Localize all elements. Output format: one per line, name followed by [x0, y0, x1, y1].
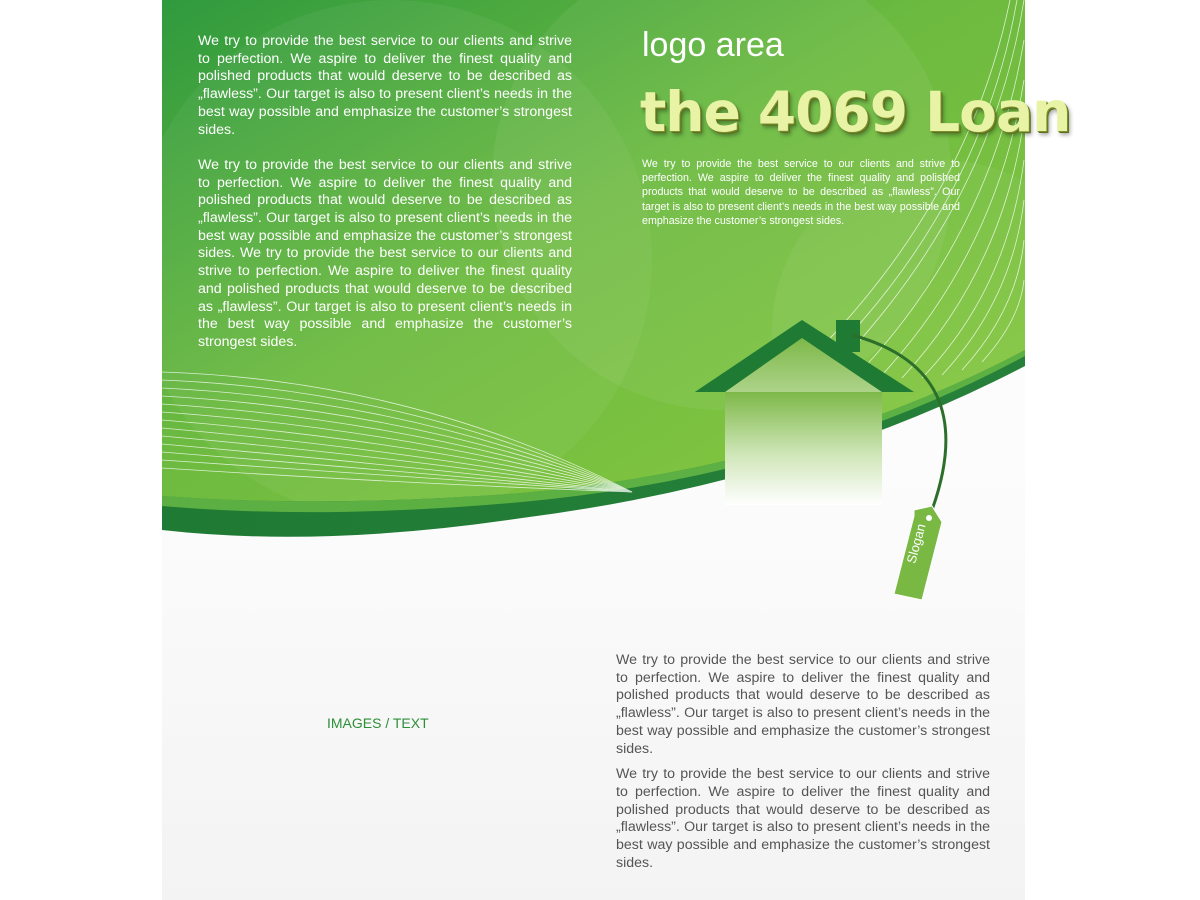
intro-text: We try to provide the best service to our clients and strive to perfection. We aspire to deliver the finest quality and polished products that would deserve to be described as „flawless”. Our target is also to present client’s needs in the best way possible and emphasize the customer’s strongest sides.: [642, 158, 960, 227]
logo-area: logo area: [642, 26, 784, 64]
top-left-paragraph-2: We try to provide the best service to our clients and strive to perfection. We aspire to deliver the finest quality and polished products that would deserve to be described as „flawless”. Our target is also to present client’s needs in the best way possible and emphasize the customer’s strongest sides. We try to provide the best service to our clients and strive to perfection. We aspire to deliver the finest quality and polished products that would deserve to be described as „flawless”. Our target is also to present client’s needs in the best way possible and emphasize the customer’s strongest sides.: [198, 156, 572, 350]
slogan-tag-label: Slogan: [903, 522, 929, 566]
bottom-right-paragraph-1: We try to provide the best service to our clients and strive to perfection. We aspire to deliver the finest quality and polished products that would deserve to be described as „flawless”. Our target is also to present client’s needs in the best way possible and emphasize the customer’s strongest sides.: [616, 652, 990, 757]
top-left-paragraph-1: We try to provide the best service to our clients and strive to perfection. We aspire to deliver the finest quality and polished products that would deserve to be described as „flawless”. Our target is also to present client’s needs in the best way possible and emphasize the customer’s strongest sides.: [198, 33, 572, 138]
images-text-placeholder: IMAGES / TEXT: [327, 715, 429, 731]
brochure-title: the 4069 Loan: [640, 80, 1071, 144]
top-left-text: [198, 33, 572, 352]
bottom-right-paragraph-2: We try to provide the best service to our clients and strive to perfection. We aspire to deliver the finest quality and polished products that would deserve to be described as „flawless”. Our target is also to present client’s needs in the best way possible and emphasize the customer’s strongest sides.: [616, 766, 990, 871]
brochure-page: [162, 0, 1071, 900]
bottom-right-text: [616, 652, 990, 872]
